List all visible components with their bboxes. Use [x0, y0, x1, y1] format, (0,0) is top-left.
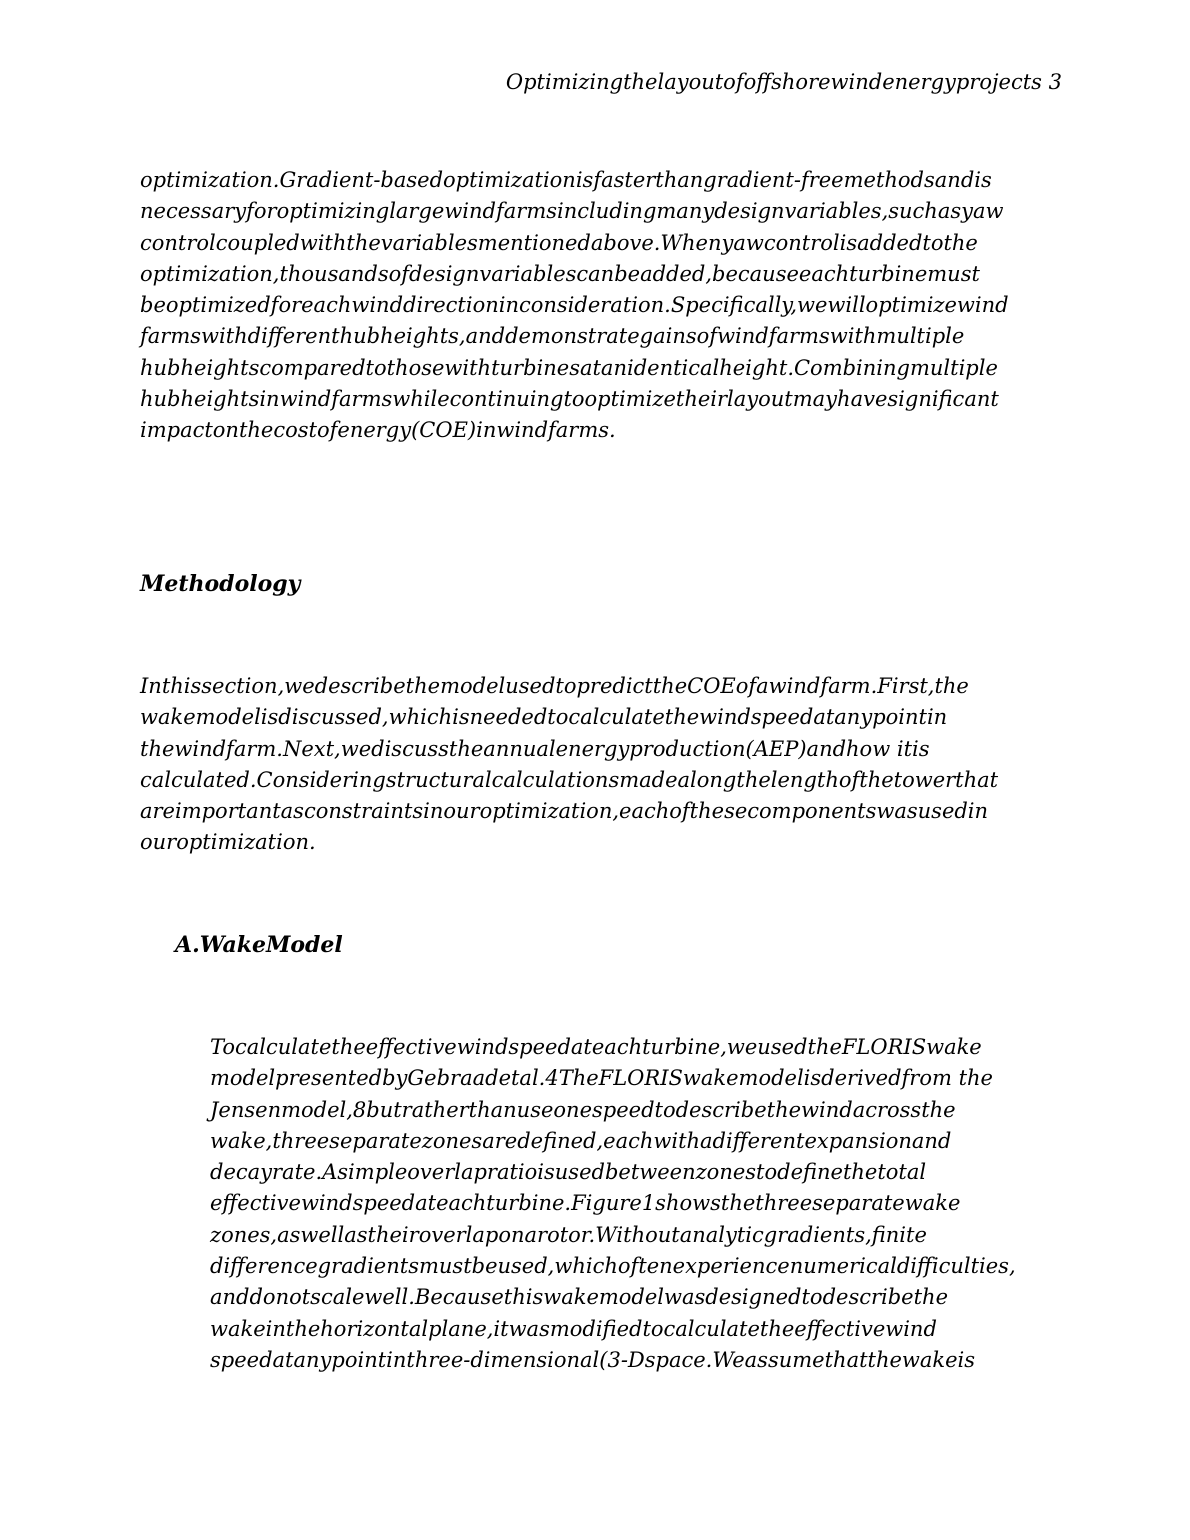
paragraph-line: zones,aswellastheiroverlaponarotor.Withoutanalyticgradients,finite	[210, 1222, 927, 1247]
paragraph-line: controlcoupledwiththevariablesmentionedabove.Whenyawcontrolisaddedtothe	[140, 230, 978, 255]
paragraph-line: anddonotscalewell.Becausethiswakemodelwasdesignedtodescribethe	[210, 1285, 948, 1310]
methodology-paragraph	[140, 671, 998, 859]
paragraph-line: hubheightscomparedtothosewithturbinesatanidenticalheight.Combiningmultiple	[140, 355, 998, 380]
paragraph-line: hubheightsinwindfarmswhilecontinuingtooptimizetheirlayoutmayhavesignificant	[140, 387, 999, 412]
paragraph-line: calculated.Consideringstructuralcalculationsmadealongthelengthofthetowerthat	[140, 767, 999, 792]
intro-paragraph	[140, 165, 1009, 447]
paragraph-line: wakemodelisdiscussed,whichisneededtocalculatethewindspeedatanypointin	[140, 705, 948, 730]
paragraph-line: ouroptimization.	[140, 830, 316, 855]
running-header: Optimizingthelayoutofoffshorewindenergyprojects 3	[505, 70, 1062, 94]
paragraph-line: modelpresentedbyGebraadetal.4TheFLORISwakemodelisderivedfrom the	[210, 1066, 993, 1091]
paragraph-line: Inthissection,wedescribethemodelusedtopredicttheCOEofawindfarm.First,the	[140, 674, 969, 698]
paragraph-line: Tocalculatetheeffectivewindspeedateachturbine,weusedtheFLORISwake	[210, 1035, 982, 1059]
paragraph-line: effectivewindspeedateachturbine.Figure1showsthethreeseparatewake	[210, 1191, 961, 1216]
section-heading-methodology: Methodology	[140, 571, 301, 597]
paragraph-line: optimization,thousandsofdesignvariablescanbeadded,becauseeachturbinemust	[140, 261, 980, 286]
wake-model-paragraph	[210, 1032, 1016, 1376]
paragraph-line: decayrate.Asimpleoverlapratioisusedbetweenzonestodefinethetotal	[210, 1160, 927, 1185]
paragraph-line: necessaryforoptimizinglargewindfarmsincludingmanydesignvariables,suchasyaw	[140, 199, 1004, 224]
paragraph-line: speedatanypointinthree-dimensional(3-Dspace.Weassumethatthewakeis	[210, 1347, 976, 1372]
paragraph-line: farmswithdifferenthubheights,anddemonstrategainsofwindfarmswithmultiple	[140, 324, 965, 349]
paragraph-line: beoptimizedforeachwinddirectioninconsideration.Specifically,wewilloptimizewind	[140, 293, 1009, 318]
paragraph-line: optimization.Gradient-basedoptimizationisfasterthangradient-freemethodsandis	[140, 168, 992, 192]
paragraph-line: differencegradientsmustbeused,whichoftenexperiencenumericaldifficulties,	[210, 1254, 1016, 1279]
paragraph-line: Jensenmodel,8butratherthanuseonespeedtodescribethewindacrossthe	[210, 1097, 956, 1122]
paragraph-line: areimportantasconstraintsinouroptimization,eachofthesecomponentswasusedin	[140, 799, 989, 824]
paragraph-line: wakeinthehorizontalplane,itwasmodifiedtocalculatetheeffectivewind	[210, 1316, 937, 1341]
subsection-heading-wake-model: A.WakeModel	[175, 932, 343, 958]
paragraph-line: wake,threeseparatezonesaredefined,eachwithadifferentexpansionand	[210, 1128, 952, 1153]
paragraph-line: thewindfarm.Next,wediscusstheannualenergyproduction(AEP)andhow itis	[140, 736, 930, 761]
paragraph-line: impactonthecostofenergy(COE)inwindfarms.	[140, 418, 616, 443]
